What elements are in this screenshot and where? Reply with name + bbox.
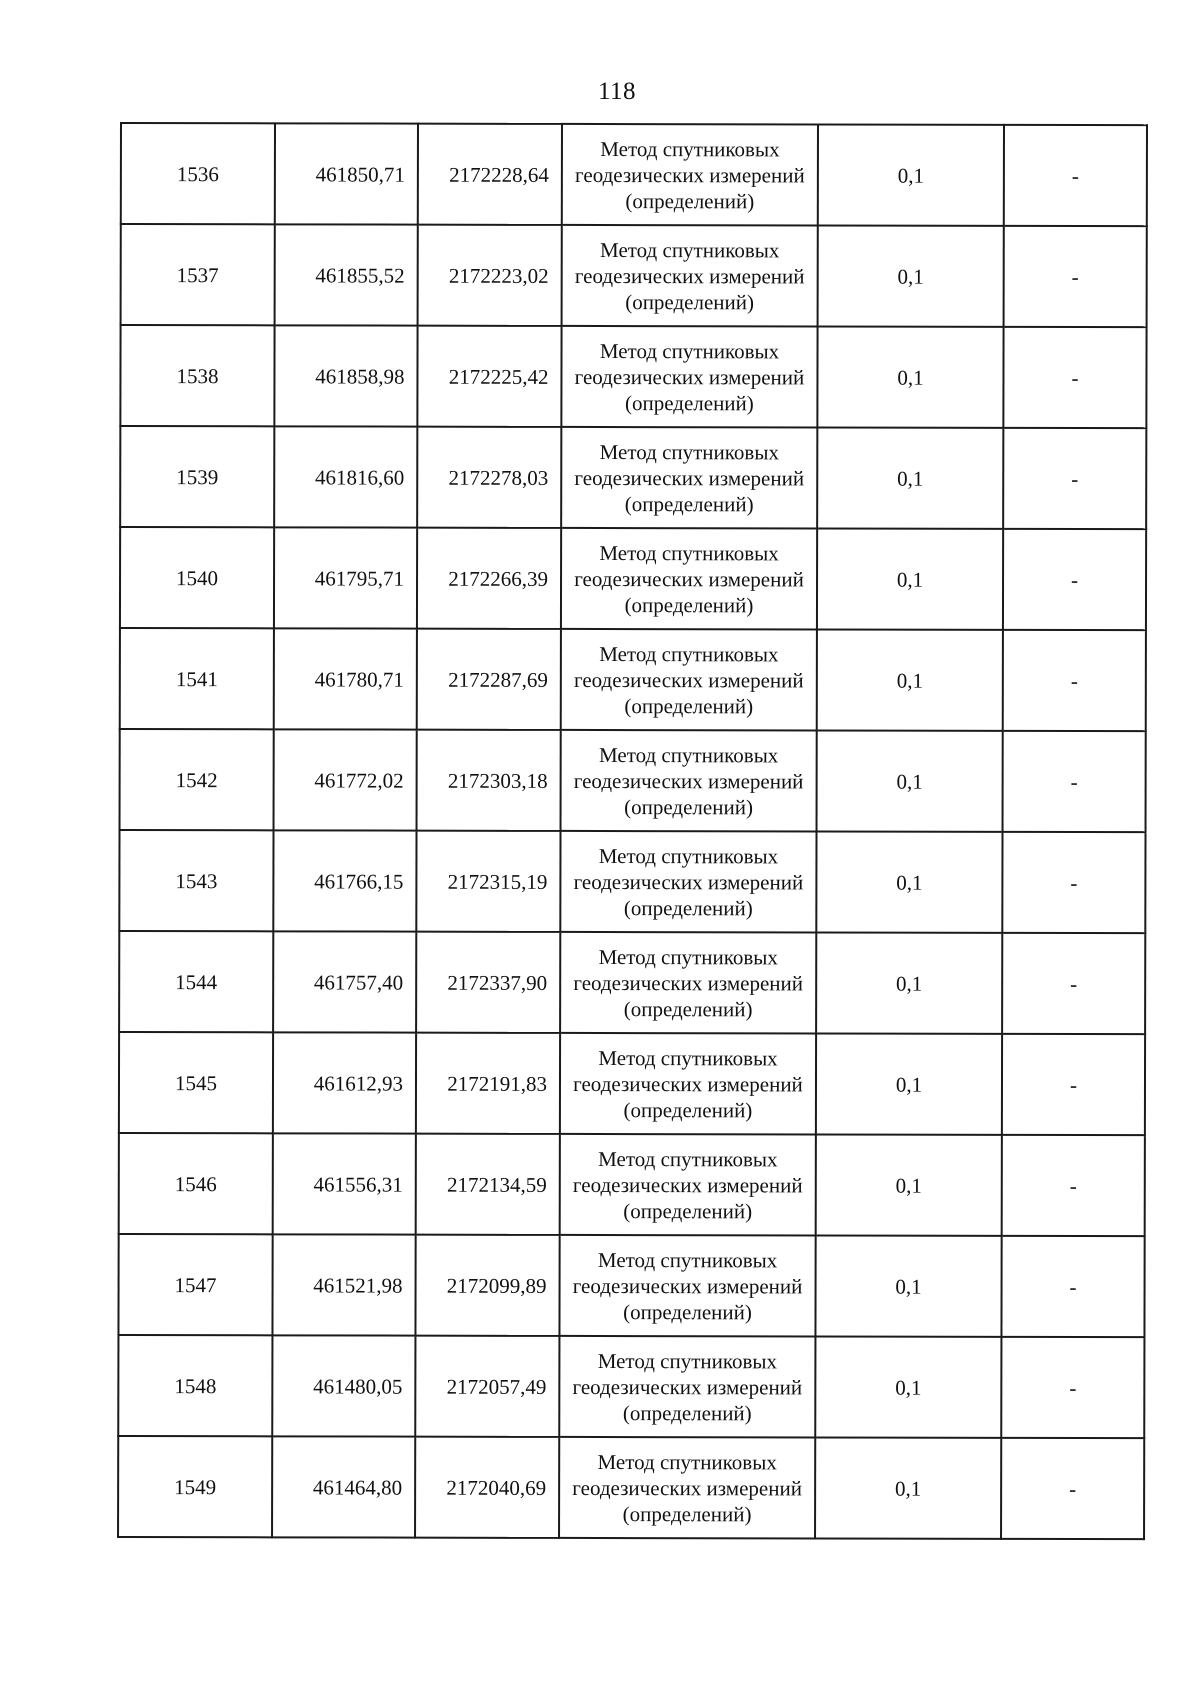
x-coordinate-cell: 461855,52 <box>275 224 418 325</box>
method-cell <box>562 124 818 226</box>
point-number-cell: 1537 <box>121 224 275 325</box>
method-line: геодезических измерений <box>573 970 804 995</box>
method-line: Метод спутниковых <box>599 641 779 666</box>
method-line: Метод спутниковых <box>598 742 779 767</box>
x-coordinate-cell: 461521,98 <box>272 1234 415 1335</box>
table-row <box>120 325 1146 428</box>
table-row <box>120 628 1146 731</box>
method-line: геодезических измерений <box>572 1475 802 1500</box>
accuracy-cell: 0,1 <box>817 427 1003 528</box>
x-coordinate-cell: 461757,40 <box>273 931 416 1032</box>
y-coordinate-cell: 2172278,03 <box>417 427 561 528</box>
method-line: геодезических измерений <box>573 667 804 692</box>
method-line: (определений) <box>623 895 753 920</box>
method-cell <box>559 1235 815 1337</box>
description-cell: - <box>1003 428 1146 529</box>
y-coordinate-cell: 2172287,69 <box>417 629 561 730</box>
x-coordinate-cell: 461480,05 <box>272 1335 415 1436</box>
method-line: (определений) <box>623 996 753 1021</box>
method-cell <box>559 1336 815 1438</box>
method-line: (определений) <box>623 1299 752 1324</box>
y-coordinate-cell: 2172228,64 <box>418 124 562 225</box>
method-cell <box>560 1134 816 1236</box>
point-number-cell: 1546 <box>119 1133 273 1234</box>
accuracy-cell: 0,1 <box>815 1336 1001 1437</box>
x-coordinate-cell: 461612,93 <box>273 1032 416 1133</box>
table-row <box>119 1032 1145 1135</box>
y-coordinate-cell: 2172225,42 <box>417 326 561 427</box>
point-number-cell: 1538 <box>120 325 274 426</box>
table-row <box>120 729 1146 832</box>
page-number: 118 <box>597 78 637 105</box>
x-coordinate-cell: 461772,02 <box>274 729 417 830</box>
method-line: (определений) <box>624 491 754 516</box>
method-cell <box>561 528 817 630</box>
description-cell: - <box>1003 731 1146 832</box>
table-row <box>119 1133 1145 1236</box>
description-cell: - <box>1003 630 1146 731</box>
method-line: геодезических измерений <box>575 162 805 187</box>
method-line: Метод спутниковых <box>597 1449 777 1474</box>
y-coordinate-cell: 2172099,89 <box>415 1235 559 1336</box>
method-line: (определений) <box>624 693 754 718</box>
y-coordinate-cell: 2172337,90 <box>416 932 560 1033</box>
x-coordinate-cell: 461556,31 <box>273 1133 416 1234</box>
description-cell: - <box>1001 1236 1144 1337</box>
accuracy-cell: 0,1 <box>817 730 1003 831</box>
method-line: геодезических измерений <box>572 1273 803 1298</box>
method-line: Метод спутниковых <box>600 136 780 161</box>
method-line: геодезических измерений <box>574 465 805 490</box>
point-number-cell: 1539 <box>120 426 274 527</box>
table-row <box>118 1436 1144 1539</box>
method-line: геодезических измерений <box>573 768 804 793</box>
y-coordinate-cell: 2172266,39 <box>417 528 561 629</box>
method-cell <box>561 427 817 529</box>
method-line: Метод спутниковых <box>599 338 780 363</box>
table-row <box>121 224 1147 327</box>
method-line: Метод спутниковых <box>598 1146 778 1171</box>
point-number-cell: 1536 <box>121 123 275 224</box>
point-number-cell: 1542 <box>120 729 274 830</box>
description-cell: - <box>1001 1438 1144 1539</box>
method-line: Метод спутниковых <box>598 843 779 868</box>
description-cell: - <box>1004 226 1147 327</box>
accuracy-cell: 0,1 <box>816 932 1002 1033</box>
y-coordinate-cell: 2172191,83 <box>416 1033 560 1134</box>
method-cell <box>561 730 817 832</box>
point-number-cell: 1540 <box>120 527 274 628</box>
description-cell: - <box>1002 933 1145 1034</box>
x-coordinate-cell: 461766,15 <box>273 830 416 931</box>
x-coordinate-cell: 461816,60 <box>274 426 417 527</box>
point-number-cell: 1545 <box>119 1032 273 1133</box>
accuracy-cell: 0,1 <box>816 1033 1002 1134</box>
method-cell <box>559 1437 815 1539</box>
method-line: Метод спутниковых <box>599 439 779 464</box>
point-number-cell: 1541 <box>120 628 274 729</box>
method-line: (определений) <box>624 592 754 617</box>
accuracy-cell: 0,1 <box>815 1437 1001 1538</box>
accuracy-cell: 0,1 <box>816 1134 1002 1235</box>
x-coordinate-cell: 461858,98 <box>274 325 417 426</box>
accuracy-cell: 0,1 <box>816 831 1002 932</box>
table-row <box>119 931 1145 1034</box>
description-cell: - <box>1003 327 1146 428</box>
point-number-cell: 1549 <box>118 1436 272 1537</box>
description-cell: - <box>1001 1337 1144 1438</box>
x-coordinate-cell: 461795,71 <box>274 527 417 628</box>
method-line: геодезических измерений <box>574 566 804 591</box>
method-cell <box>562 225 818 327</box>
method-line: (определений) <box>624 794 753 819</box>
method-line: геодезических измерений <box>574 263 805 288</box>
method-line: (определений) <box>622 1501 752 1526</box>
method-line: (определений) <box>624 390 754 415</box>
y-coordinate-cell: 2172057,49 <box>415 1336 559 1437</box>
accuracy-cell: 0,1 <box>817 629 1003 730</box>
y-coordinate-cell: 2172223,02 <box>418 225 562 326</box>
method-line: (определений) <box>625 289 755 314</box>
method-cell <box>560 932 816 1034</box>
table-row <box>118 1335 1144 1438</box>
method-line: (определений) <box>625 188 755 213</box>
method-line: (определений) <box>623 1198 753 1223</box>
point-number-cell: 1548 <box>118 1335 272 1436</box>
table-row <box>120 426 1146 529</box>
point-number-cell: 1543 <box>119 830 273 931</box>
description-cell: - <box>1002 832 1145 933</box>
method-line: геодезических измерений <box>573 1071 803 1096</box>
x-coordinate-cell: 461780,71 <box>274 628 417 729</box>
table-row <box>118 1234 1144 1337</box>
method-line: геодезических измерений <box>573 869 804 894</box>
y-coordinate-cell: 2172040,69 <box>415 1437 559 1538</box>
point-number-cell: 1547 <box>118 1234 272 1335</box>
method-cell <box>561 629 817 731</box>
description-cell: - <box>1003 529 1146 630</box>
method-line: Метод спутниковых <box>599 540 779 565</box>
method-line: (определений) <box>622 1400 752 1425</box>
point-number-cell: 1544 <box>119 931 273 1032</box>
method-cell <box>561 326 817 428</box>
method-line: Метод спутниковых <box>597 1247 778 1272</box>
method-line: Метод спутниковых <box>597 1348 778 1373</box>
method-line: геодезических измерений <box>574 364 805 389</box>
description-cell: - <box>1004 125 1147 226</box>
method-cell <box>560 1033 816 1135</box>
description-cell: - <box>1002 1135 1145 1236</box>
table-row <box>121 123 1147 226</box>
x-coordinate-cell: 461464,80 <box>272 1436 415 1537</box>
method-line: геодезических измерений <box>572 1172 803 1197</box>
x-coordinate-cell: 461850,71 <box>275 123 418 224</box>
method-line: геодезических измерений <box>572 1374 803 1399</box>
table-row <box>120 527 1146 630</box>
accuracy-cell: 0,1 <box>818 225 1004 326</box>
description-cell: - <box>1002 1034 1145 1135</box>
y-coordinate-cell: 2172315,19 <box>416 831 560 932</box>
accuracy-cell: 0,1 <box>818 124 1004 225</box>
method-line: Метод спутниковых <box>598 1045 778 1070</box>
method-cell <box>560 831 816 933</box>
accuracy-cell: 0,1 <box>817 326 1003 427</box>
method-line: (определений) <box>623 1097 753 1122</box>
accuracy-cell: 0,1 <box>815 1235 1001 1336</box>
method-line: Метод спутниковых <box>598 944 778 969</box>
coordinates-table <box>117 122 1148 1540</box>
method-line: Метод спутниковых <box>600 237 780 262</box>
accuracy-cell: 0,1 <box>817 528 1003 629</box>
table-body <box>118 123 1147 1539</box>
table-row <box>119 830 1145 933</box>
y-coordinate-cell: 2172134,59 <box>416 1134 560 1235</box>
y-coordinate-cell: 2172303,18 <box>417 730 561 831</box>
